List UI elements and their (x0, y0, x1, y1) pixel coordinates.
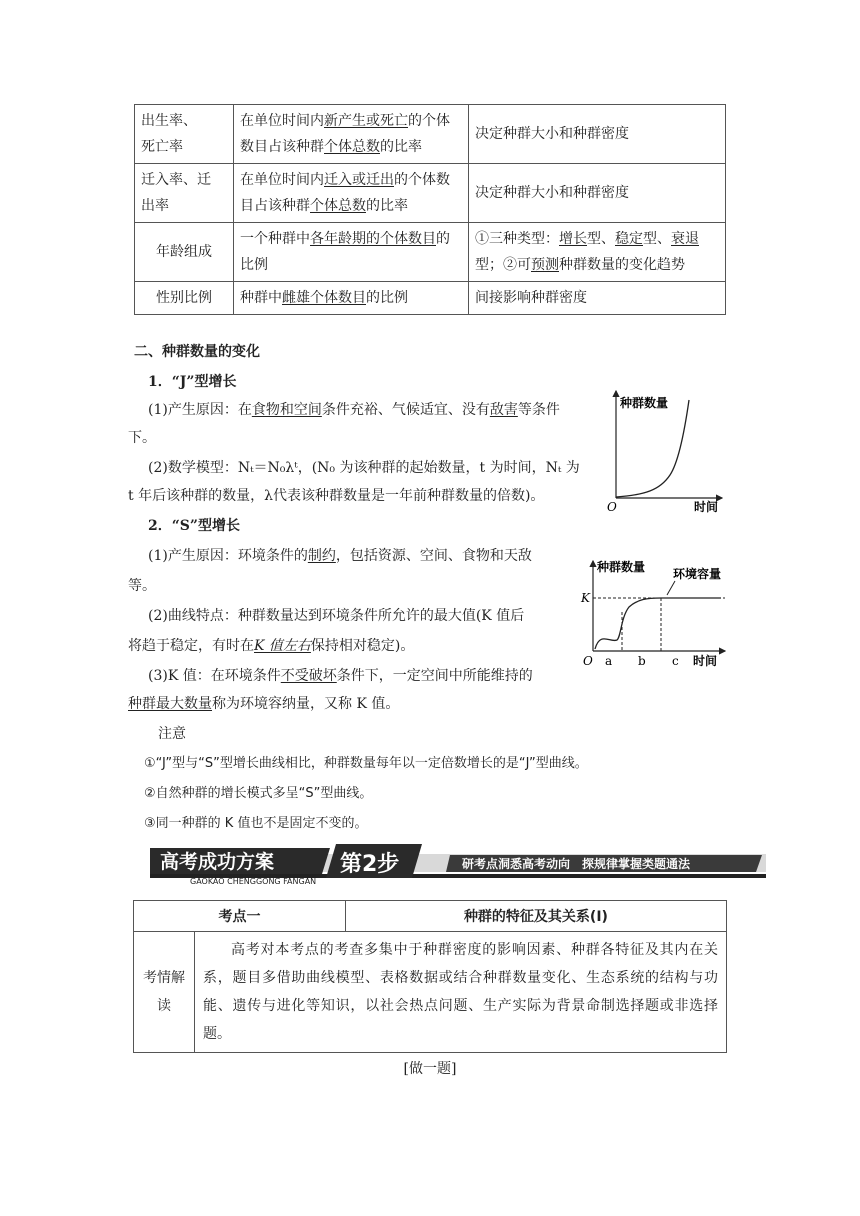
j-growth-title: 1．“J”型增长 (148, 374, 237, 390)
k-label: K (581, 591, 590, 605)
note-3: ③同一种群的 K 值也不是固定不变的。 (144, 816, 368, 831)
k-value-line: (3)K 值：在环境条件不受破坏条件下，一定空间中所能维持的 (148, 668, 533, 684)
tick-a: a (605, 654, 613, 668)
section-heading: 二、种群数量的变化 (134, 344, 260, 360)
j-curve (616, 400, 689, 497)
row-definition: 一个种群中各年龄期的个体数目的比例 (234, 223, 469, 282)
row-effect: 间接影响种群密度 (469, 282, 726, 315)
row-definition: 在单位时间内迁入或迁出的个体数目占该种群个体总数的比率 (234, 164, 469, 223)
capacity-label: 环境容量 (673, 567, 722, 581)
origin-label: O (607, 500, 617, 514)
origin-label: O (583, 654, 593, 668)
x-label: 时间 (693, 654, 718, 668)
population-features-table (134, 104, 726, 315)
table-row (135, 105, 726, 164)
j-cause-line: (1)产生原因：在食物和空间条件充裕、气候适宜、没有敌害等条件 (148, 402, 560, 418)
capacity-pointer (667, 581, 675, 595)
kaodian-text: 高考对本考点的考查多集中于种群密度的影响因素、种群各特征及其内在关系，题目多借助曲线模型、表格数据或结合种群数量变化、生态系统的结构与功能、遗传与进化等知识，以社会热点问题、生产实际为背景命制选择题或非选择题。 (195, 932, 727, 1053)
note-1: ①“J”型与“S”型增长曲线相比，种群数量每年以一定倍数增长的是“J”型曲线。 (144, 756, 588, 771)
s-curve (595, 598, 721, 649)
table-row (135, 164, 726, 223)
do-one-question-label: [做一题] (403, 1061, 457, 1077)
tick-c: c (672, 654, 679, 668)
banner-pinyin: GAOKAO CHENGGONG FANGAN (190, 877, 317, 886)
row-definition: 在单位时间内新产生或死亡的个体数目占该种群个体总数的比率 (234, 105, 469, 164)
table-row (135, 223, 726, 282)
table-row (134, 901, 727, 932)
note-title: 注意 (158, 726, 186, 742)
j-curve-graph (600, 385, 730, 515)
row-effect: 决定种群大小和种群密度 (469, 164, 726, 223)
row-name: 年龄组成 (135, 223, 234, 282)
section-banner (150, 840, 766, 886)
kaodian-title: 种群的特征及其关系(Ⅰ) (345, 901, 726, 932)
y-label: 种群数量 (597, 560, 646, 574)
tick-b: b (638, 654, 646, 668)
row-effect: ①三种类型：增长型、稳定型、衰退型；②可预测种群数量的变化趋势 (469, 223, 726, 282)
k-value-line2: 种群最大数量称为环境容纳量，又称 K 值。 (128, 696, 400, 712)
s-cause-line: (1)产生原因：环境条件的制约，包括资源、空间、食物和天敌 (148, 548, 532, 564)
s-curve-graph (575, 555, 730, 675)
j-model-line: (2)数学模型：Nₜ＝N₀λᵗ，(N₀ 为该种群的起始数量，t 为时间，Nₜ 为 (148, 460, 580, 476)
row-name: 迁入率、迁 出率 (135, 164, 234, 223)
kaodian-side: 考情解读 (134, 932, 195, 1053)
j-model-line2: t 年后该种群的数量，λ代表该种群数量是一年前种群数量的倍数)。 (128, 488, 545, 504)
j-cause-line2: 下。 (128, 430, 156, 446)
row-name: 出生率、 死亡率 (135, 105, 234, 164)
x-label: 时间 (694, 500, 719, 514)
row-name: 性别比例 (135, 282, 234, 315)
table-row (134, 932, 727, 1053)
banner-slogan: 研考点洞悉高考动向 探规律掌握类题通法 (462, 857, 691, 871)
s-growth-title: 2．“S”型增长 (148, 518, 240, 534)
kaodian-table (133, 900, 727, 1053)
s-cause-line2: 等。 (128, 578, 156, 594)
note-2: ②自然种群的增长模式多呈“S”型曲线。 (144, 786, 373, 801)
s-curve-line2: 将趋于稳定，有时在K 值左右保持相对稳定)。 (128, 638, 415, 654)
y-label: 种群数量 (620, 396, 669, 410)
kaodian-label: 考点一 (134, 901, 346, 932)
banner-title: 高考成功方案 (160, 851, 275, 873)
table-row (135, 282, 726, 315)
row-effect: 决定种群大小和种群密度 (469, 105, 726, 164)
s-curve-line: (2)曲线特点：种群数量达到环境条件所允许的最大值(K 值后 (148, 608, 525, 624)
row-definition: 种群中雌雄个体数目的比例 (234, 282, 469, 315)
banner-step: 第2步 (340, 852, 400, 877)
